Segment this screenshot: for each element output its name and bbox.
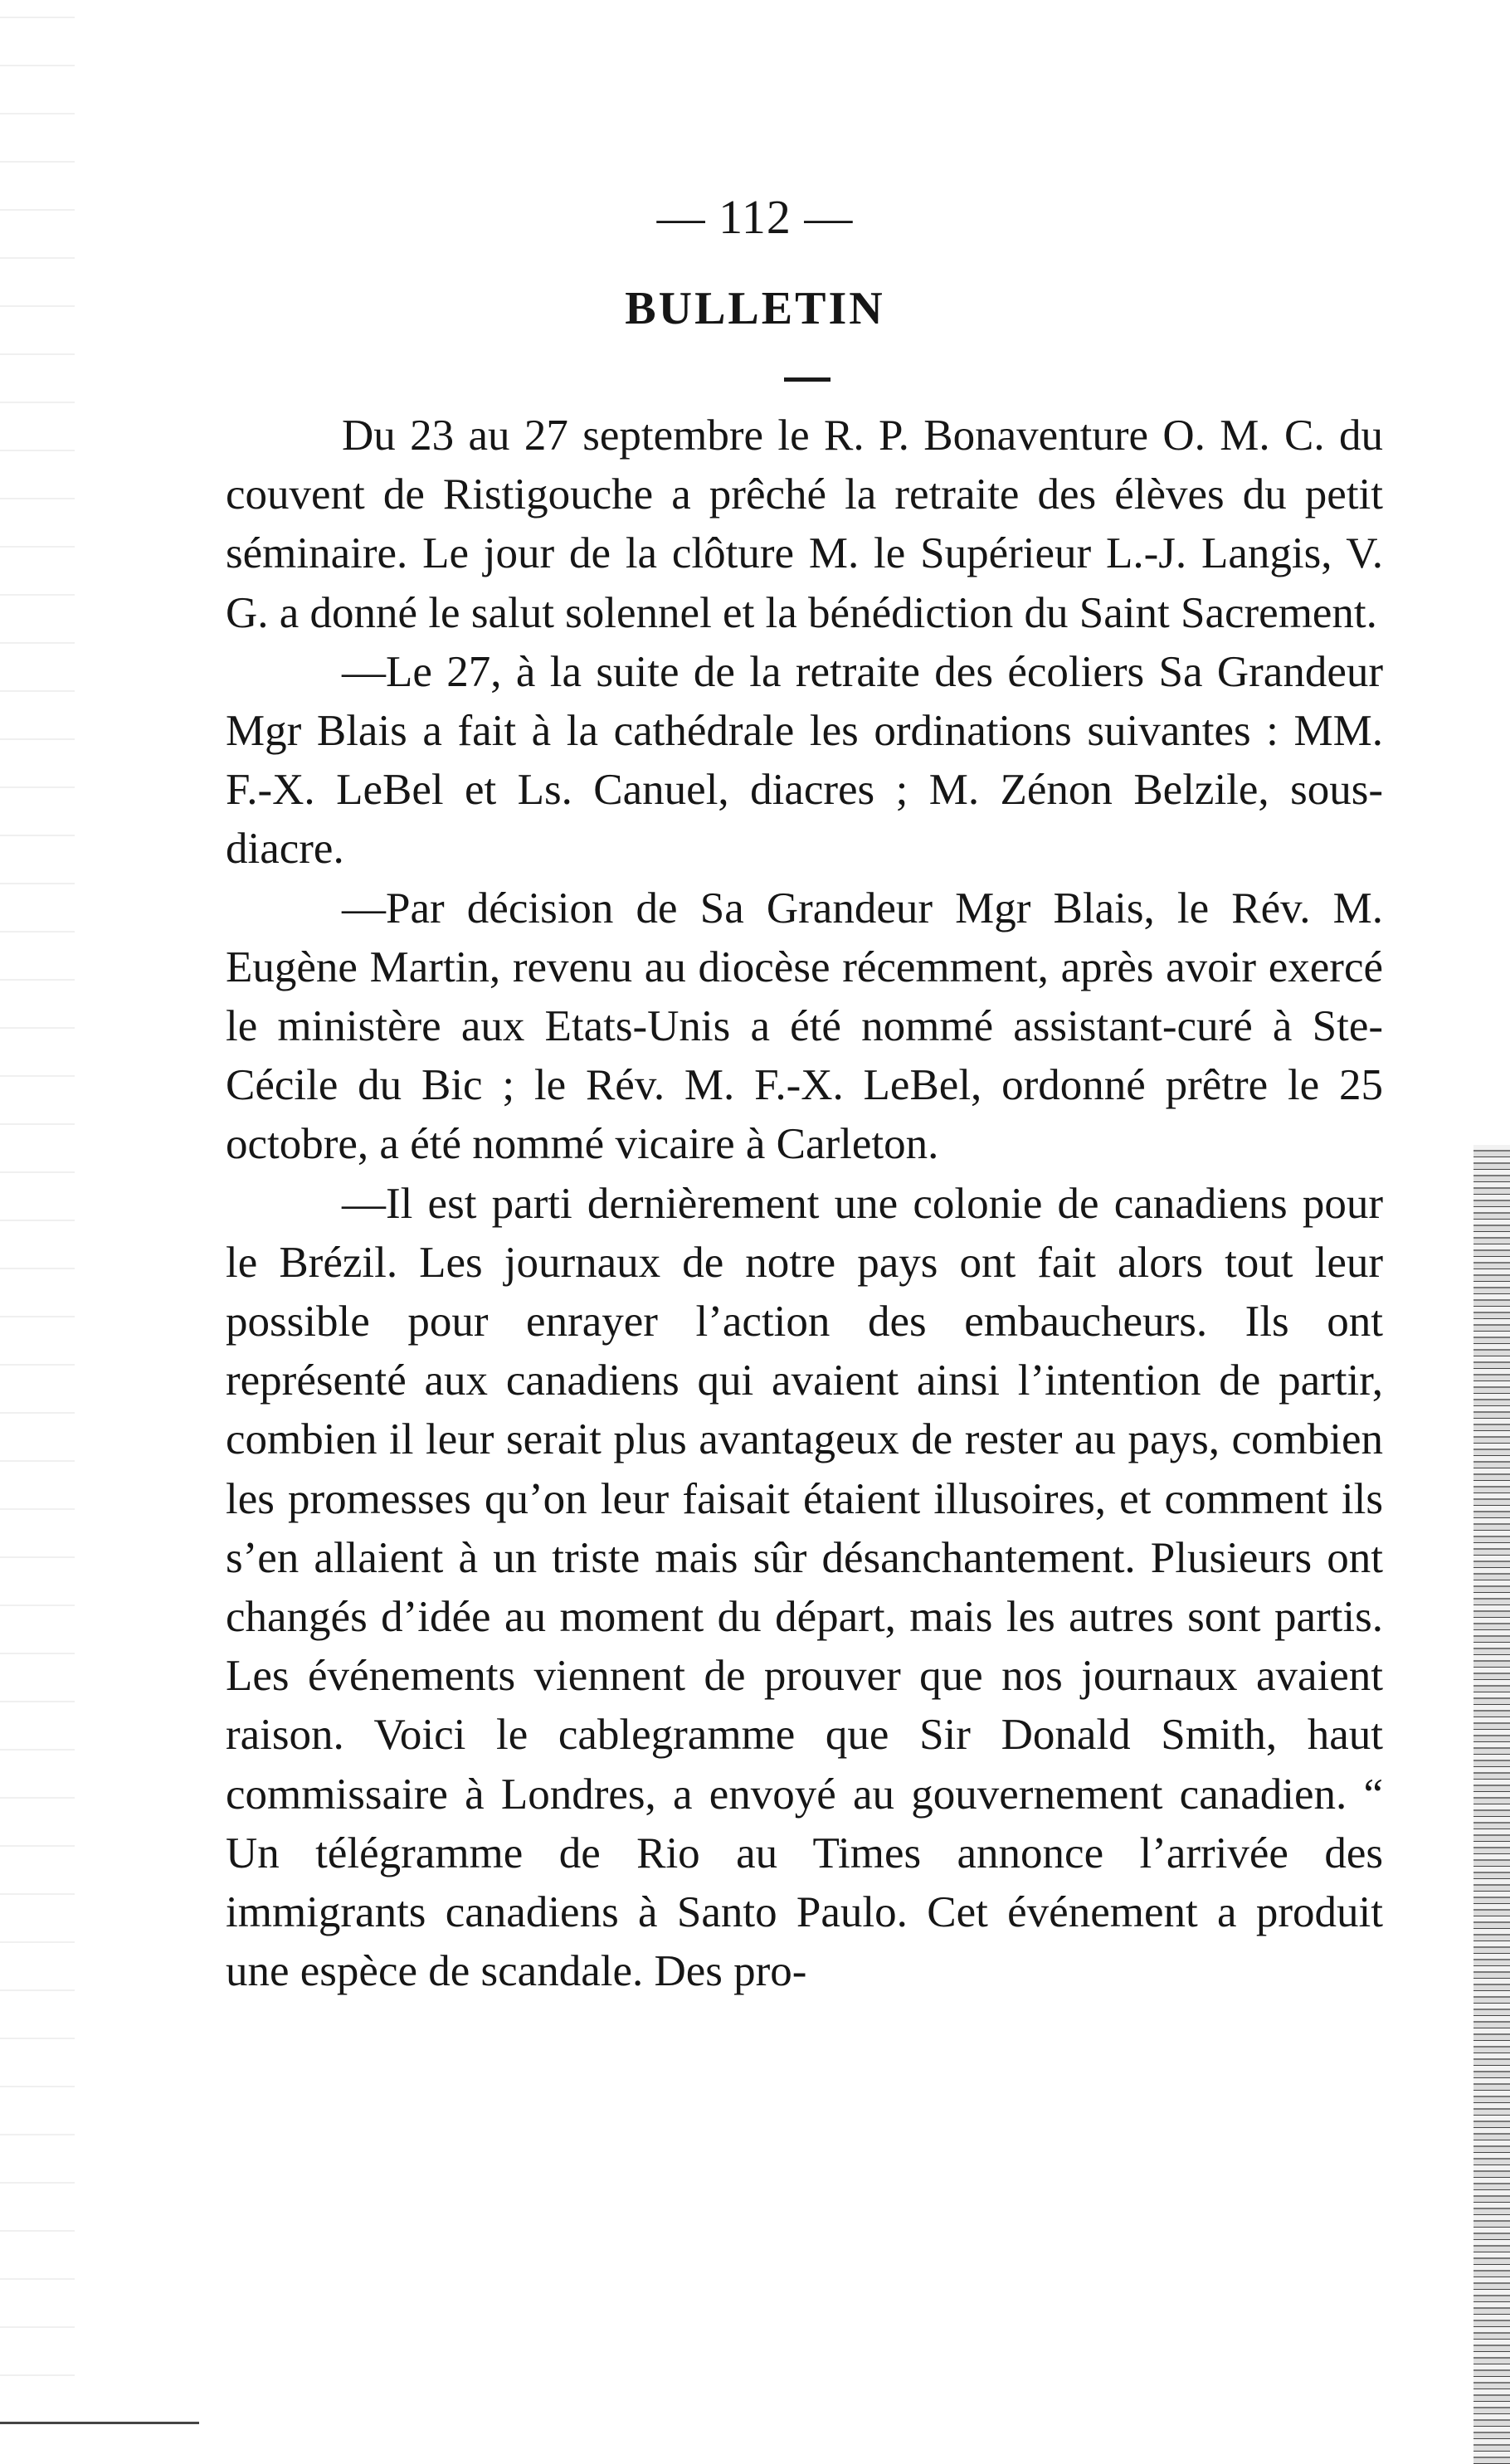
paragraph-text: Du 23 au 27 septembre le R. P. Bonaventure O. M. C. du couvent de Ristigouche a prêché la retraite des élèves du petit séminaire. Le jour de la clôture M. le Supérieur L.-J. Langis, V. G. a donné le salut solennel et la bénédiction du Saint Sacrement. [226,411,1383,637]
heading-rule [784,377,830,382]
section-heading: BULLETIN [625,283,885,334]
paragraph-dash: — [342,647,386,696]
page-number: — 112 — [656,190,854,244]
scan-edge-bottom [0,2422,199,2424]
body-text [226,407,1383,2001]
paragraph-brazil-colony [226,1175,1383,2002]
paragraph-text: Le 27, à la suite de la retraite des écoliers Sa Grandeur Mgr Blais a fait à la cathédrale les ordinations suivantes : MM. F.-X. LeBel et Ls. Canuel, diacres ; M. Zénon Belzile, sous-diacre. [226,647,1383,874]
scan-edge-left [0,0,75,2464]
paragraph-ordinations [226,643,1383,879]
paragraph-text: Il est parti dernièrement une colonie de canadiens pour le Brézil. Les journaux de notre pays ont fait alors tout leur possible pour enrayer l’action des embaucheurs. Ils ont représenté aux canadiens qui avaient ainsi l’intention de partir, combien il leur serait plus avantageux de rester au pays, combien les promesses qu’on leur faisait étaient illusoires, et comment ils s’en allaient à un triste mais sûr désanchantement. Plusieurs ont changés d’idée au moment du départ, mais les autres sont partis. Les événements viennent de prouver que nos journaux avaient raison. Voici le cablegramme que Sir Donald Smith, haut commissaire à Londres, a envoyé au gouvernement canadien. “ Un télégramme de Rio au Times annonce l’arrivée des immigrants canadiens à Santo Paulo. Cet événement a produit une espèce de scandale. Des pro- [226,1179,1383,1996]
paragraph-appointments [226,879,1383,1175]
scan-edge-right [1473,1145,1510,2464]
paragraph-dash: — [342,1179,386,1228]
paragraph-dash: — [342,884,386,933]
paragraph-retreat [226,407,1383,643]
paragraph-text: Par décision de Sa Grandeur Mgr Blais, le Rév. M. Eugène Martin, revenu au diocèse récemment, après avoir exercé le ministère aux Etats-Unis a été nommé assistant-curé à Ste-Cécile du Bic ; le Rév. M. F.-X. LeBel, ordonné prêtre le 25 octobre, a été nommé vicaire à Carleton. [226,884,1383,1169]
